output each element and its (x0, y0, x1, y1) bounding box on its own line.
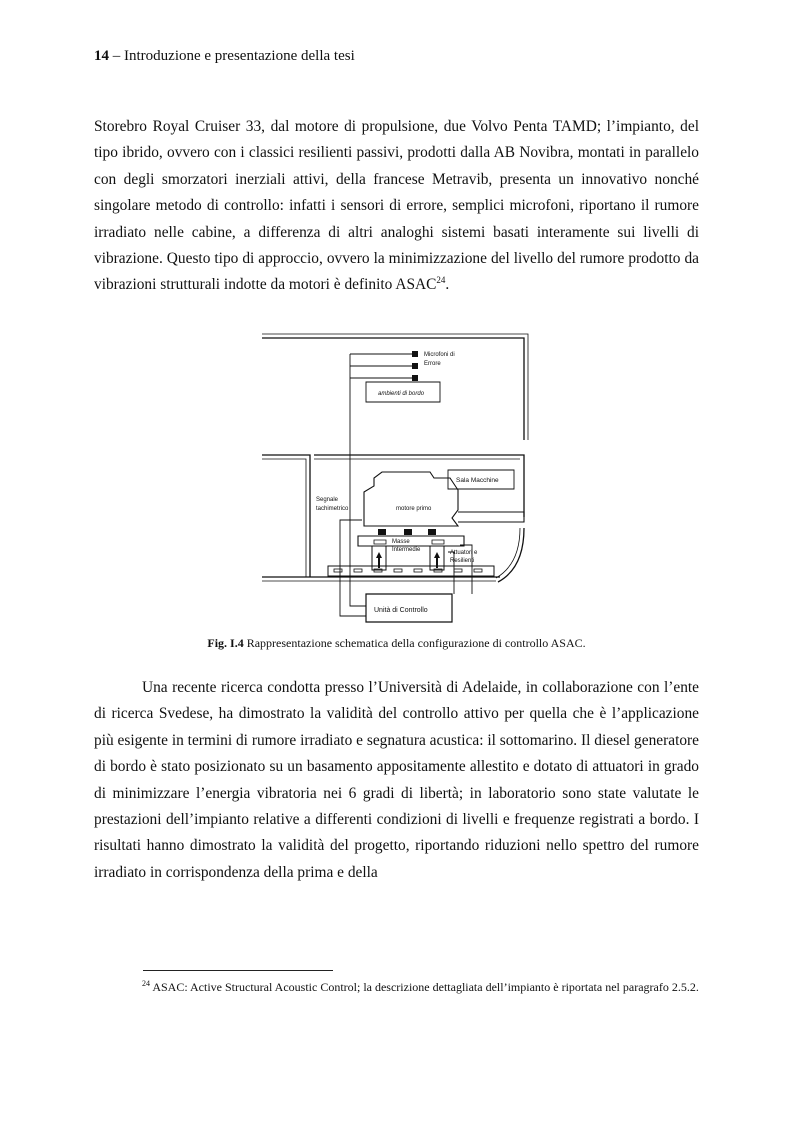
label-masses-2: Intermedie (392, 547, 421, 553)
paragraph-1 (94, 114, 699, 299)
paragraph-1-text: Storebro Royal Cruiser 33, dal motore di propulsione, due Volvo Penta TAMD; l’impianto, del tipo ibrido, ovvero con i classici resilienti passivi, prodotti dalla AB Novibra, montati in parallelo con degli smorzatori inerziali attivi, della francese Metravib, presenta un innovativo nonché singolare metodo di controllo: infatti i sensori di errore, semplici microfoni, riportano il rumore irradiato nelle cabine, a differenza di altri analoghi sistemi basati interamente sui livelli di vibrazione. Questo tipo di approccio, ovvero la minimizzazione del livello del rumore prodotto da vibrazioni strutturali indotte da motori è definito ASAC (94, 118, 699, 294)
propeller-shaft (458, 512, 524, 522)
label-signal-2: tachimetrico (316, 506, 349, 512)
label-microphones-2: Errore (424, 361, 441, 367)
figure-caption-text: Rappresentazione schematica della configurazione di controllo ASAC. (243, 636, 586, 650)
hull-top-outline-inner (262, 334, 528, 440)
microphone-icon (412, 351, 418, 357)
figure-caption-label: Fig. I.4 (207, 636, 244, 650)
microphone-icon (412, 363, 418, 369)
asac-schematic-figure (262, 332, 532, 632)
bulkhead-left (262, 455, 310, 577)
footnote (94, 976, 699, 995)
page-header (94, 48, 355, 65)
label-actuators-1: Attuatori e (450, 550, 478, 556)
paragraph-1-end: . (445, 276, 450, 294)
label-control-unit: Unità di Controllo (374, 607, 428, 614)
hull-top-outline (262, 338, 524, 440)
label-signal-1: Segnale (316, 497, 339, 503)
footnote-reference[interactable]: 24 (436, 275, 446, 286)
microphone-icon (412, 375, 418, 381)
label-engine-room: Sala Macchine (456, 477, 499, 484)
engine-body (364, 472, 458, 526)
footnote-number: 24 (142, 979, 150, 988)
asac-schematic-svg (262, 332, 532, 632)
label-masses-1: Masse (392, 539, 410, 545)
tachometric-signal-wire (340, 520, 366, 616)
paragraph-2: Una recente ricerca condotta presso l’Università di Adelaide, in collaborazione con l’ente di ricerca Svedese, ha dimostrato la validità del controllo attivo per quella che è l’applicazione più esigente in termini di rumore irradiato e segnatura acustica: il sottomarino. Il diesel generatore di bordo è stato posizionato su un basamento appositamente allestito e dotato di attuatori in grado di minimizzare l’energia vibratoria nei 6 gradi di libertà; in laboratorio sono state valutate le prestazioni dell’impianto relative a differenti condizioni di livelli e frequenze registrati a bordo. I risultati hanno dimostrato la validità del progetto, riportando riduzioni nello spettro del rumore irradiato in corrispondenza della prima e della (94, 679, 699, 881)
page-number: 14 (94, 48, 109, 64)
header-title: – Introduzione e presentazione della tesi (112, 48, 355, 64)
bulkhead-left-inner (262, 459, 306, 577)
figure-caption (94, 636, 699, 651)
microphone-signal-wire (350, 354, 366, 606)
hull-bow-curve-inner (496, 528, 520, 578)
label-actuators-2: Resilienti (450, 558, 475, 564)
label-engine: motore primo (396, 506, 432, 512)
footnote-separator (143, 970, 333, 971)
foundation-rail (328, 566, 494, 576)
footnote-text: ASAC: Active Structural Acoustic Control; la descrizione dettagliata dell’impianto è riportata nel paragrafo 2.5.2. (150, 980, 699, 994)
label-microphones-1: Microfoni di (424, 352, 455, 358)
label-cabins: ambienti di bordo (378, 391, 425, 397)
